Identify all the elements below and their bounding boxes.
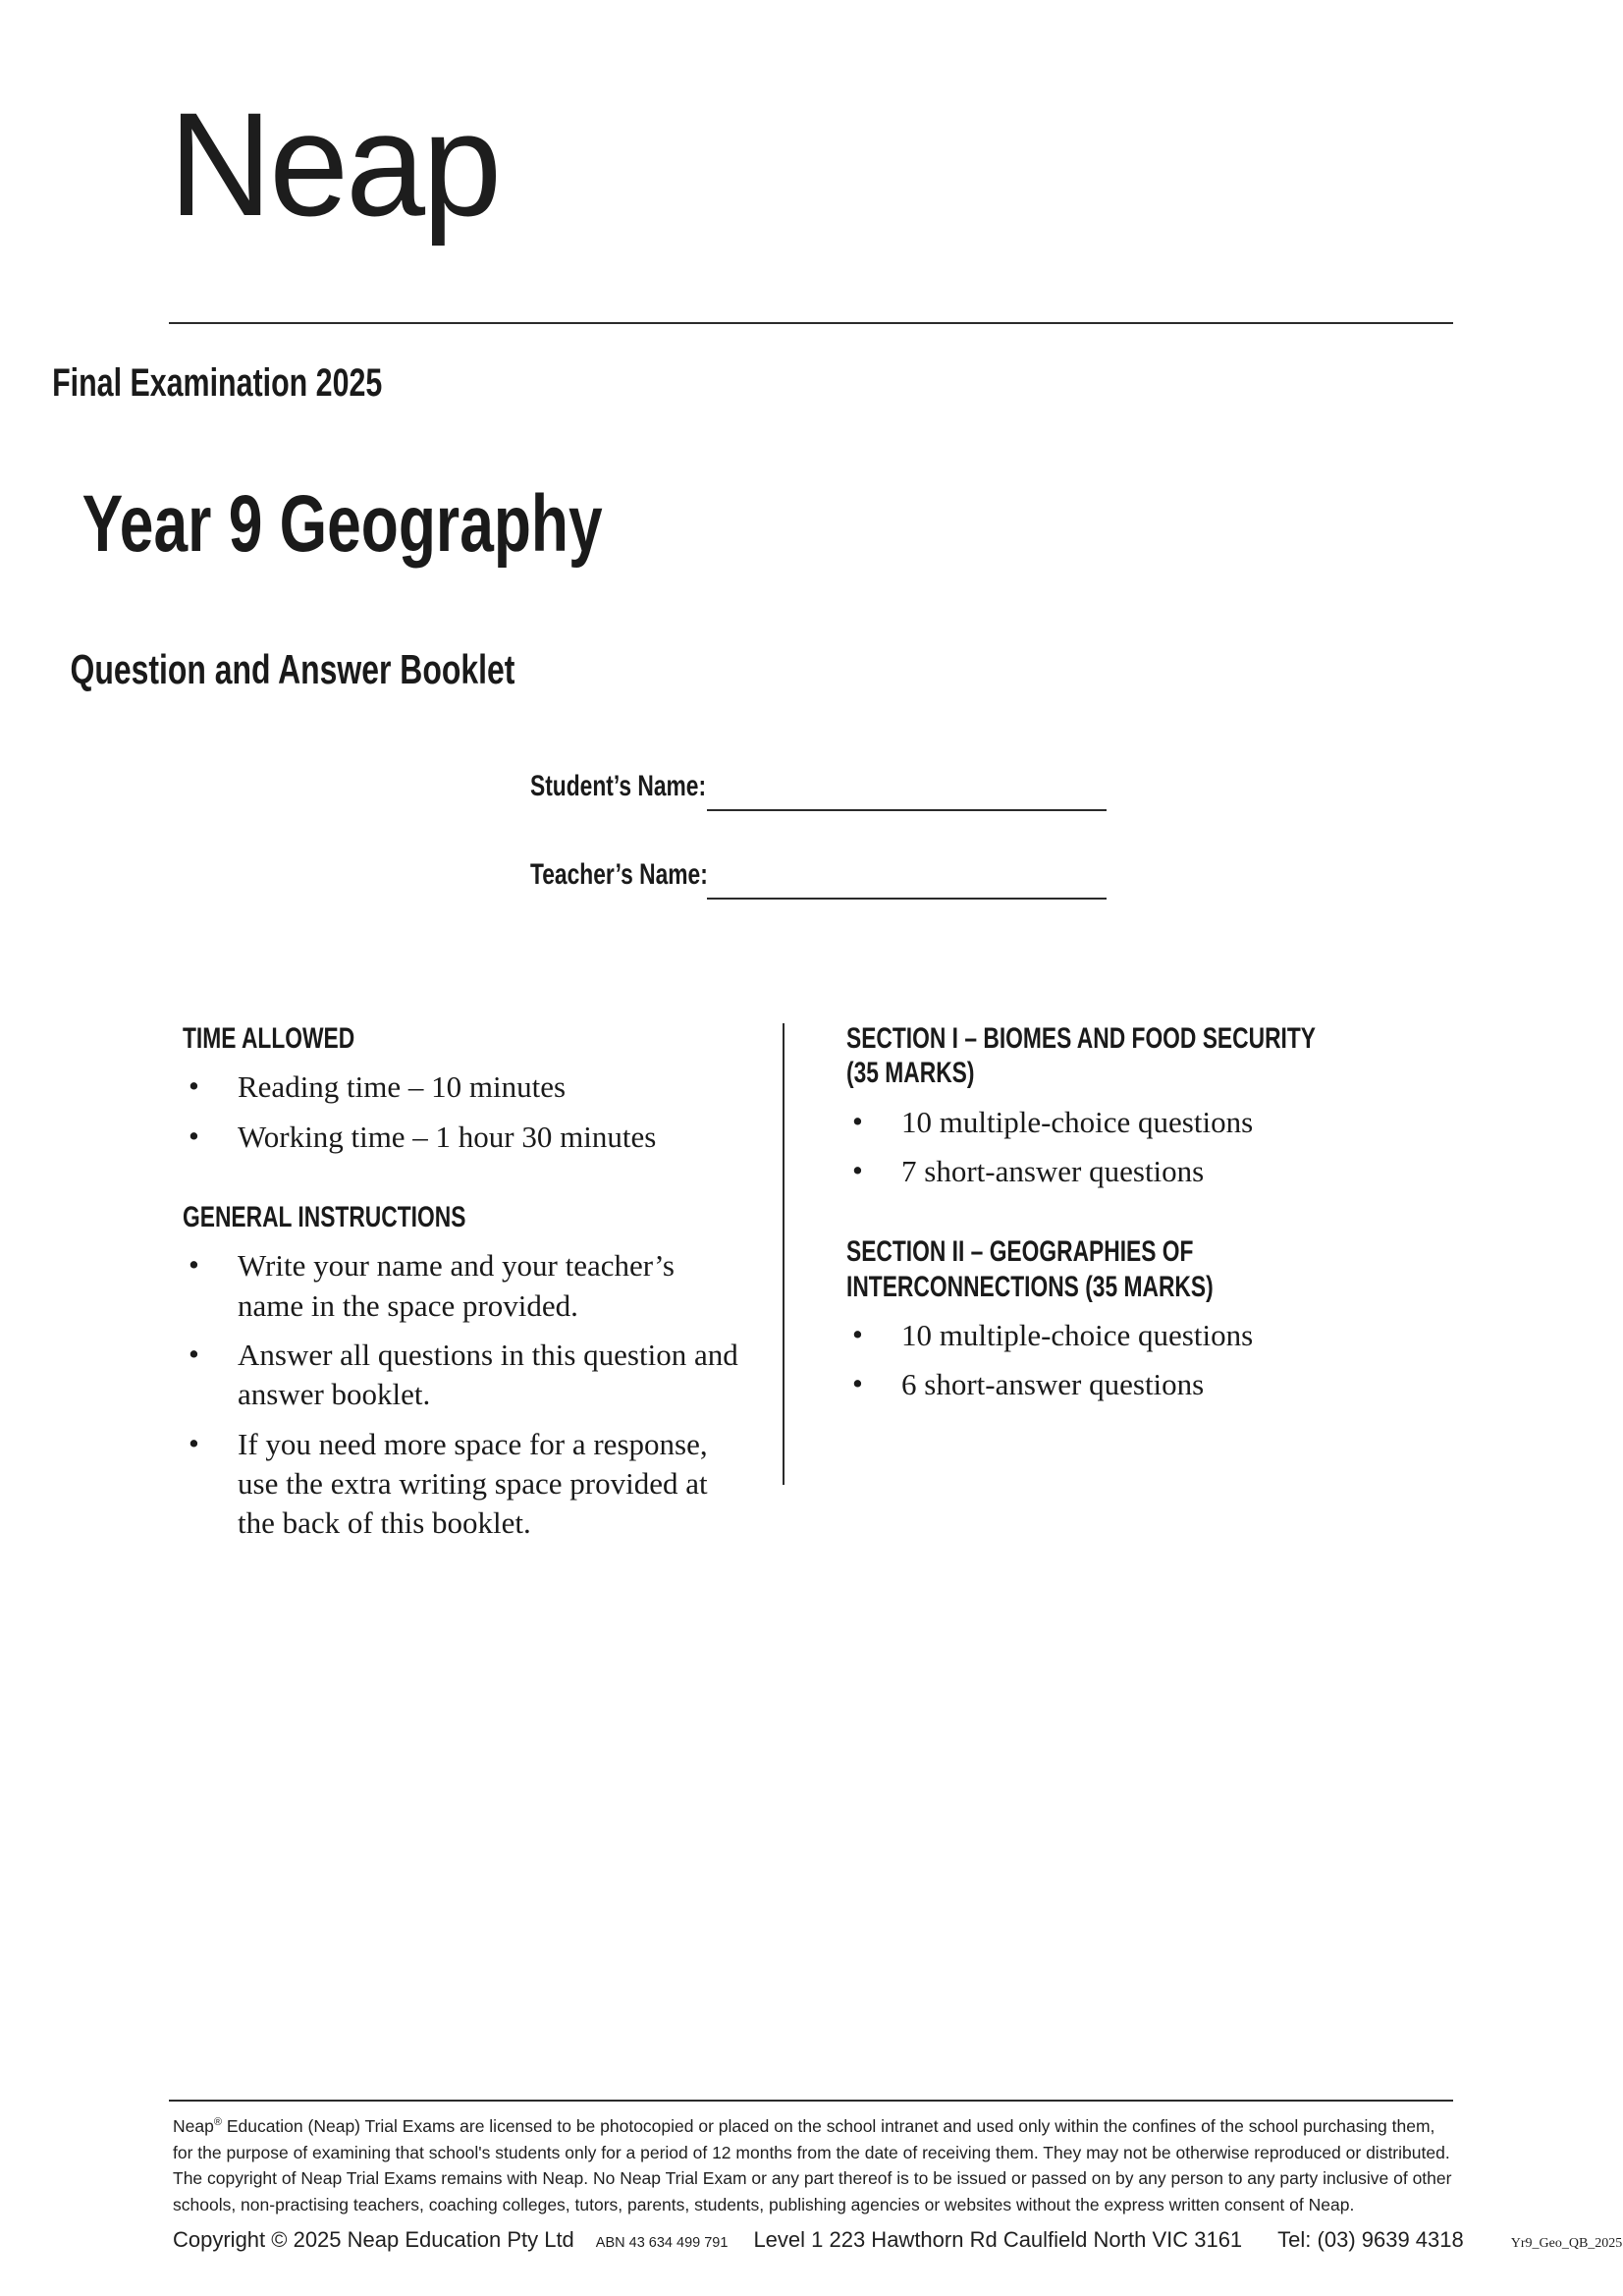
- exam-subtitle: [0, 646, 1623, 693]
- copyright-notice: [173, 2113, 1455, 2217]
- exam-label-text: Final Examination 2025: [52, 361, 383, 405]
- copyright-line: Copyright © 2025 Neap Education Pty Ltd: [173, 2227, 574, 2252]
- section-two-list: [846, 1316, 1406, 1405]
- column-divider: [783, 1023, 784, 1485]
- telephone-number: Tel: (03) 9639 4318: [1277, 2227, 1464, 2252]
- list-item: • 7 short-answer questions: [846, 1152, 1406, 1191]
- registered-trademark-icon: ®: [213, 2116, 222, 2129]
- instructions-column: [183, 1021, 742, 1553]
- list-item: • 6 short-answer questions: [846, 1365, 1406, 1404]
- sections-column: [846, 1021, 1406, 1415]
- general-instructions-list: [183, 1246, 742, 1543]
- teacher-name-label: Teacher’s Name:: [530, 858, 708, 891]
- general-instructions-heading: GENERAL INSTRUCTIONS: [183, 1200, 466, 1233]
- student-name-field[interactable]: [530, 770, 1139, 815]
- list-item: • Working time – 1 hour 30 minutes: [183, 1118, 742, 1157]
- abn-number: ABN 43 634 499 791: [595, 2235, 729, 2251]
- exam-subtitle-text: Question and Answer Booklet: [70, 646, 515, 692]
- page-title: [0, 478, 1623, 571]
- footer-imprint: [173, 2227, 1623, 2253]
- list-item: • Answer all questions in this question and answer booklet.: [183, 1336, 742, 1415]
- section-two-heading: SECTION II – GEOGRAPHIES OF INTERCONNECTIONS (35 MARKS): [846, 1235, 1214, 1303]
- teacher-name-writing-line[interactable]: [707, 898, 1107, 900]
- time-allowed-heading: TIME ALLOWED: [183, 1022, 355, 1055]
- footer-legal-body: Education (Neap) Trial Exams are licensed to be photocopied or placed on the school intranet and used only within the confines of the school purchasing them, for the purpose of examining that school's students only for a period of 12 months from the date of receiving them. They may not be otherwise reproduced or distributed. The copyright of Neap Trial Exams remains with Neap. No Neap Trial Exam or any part thereof is to be issued or passed on by any person to any party inclusive of other schools, non-practising teachers, coaching colleges, tutors, parents, students, publishing agencies or websites without the express written consent of Neap.: [173, 2116, 1452, 2214]
- teacher-name-field[interactable]: [530, 858, 1139, 903]
- company-address: Level 1 223 Hawthorn Rd Caulfield North VIC 3161: [753, 2227, 1243, 2252]
- exam-label: [0, 361, 1623, 406]
- document-code: Yr9_Geo_QB_2025: [1510, 2236, 1623, 2251]
- list-item: • Write your name and your teacher’s name in the space provided.: [183, 1246, 742, 1326]
- section-one-heading: SECTION I – BIOMES AND FOOD SECURITY (35 MARKS): [846, 1022, 1317, 1090]
- list-item: • Reading time – 10 minutes: [183, 1067, 742, 1107]
- list-item: • If you need more space for a response, use the extra writing space provided at the back of this booklet.: [183, 1425, 742, 1544]
- neap-logo: Neap: [169, 82, 500, 246]
- student-name-writing-line[interactable]: [707, 809, 1107, 811]
- section-one-list: [846, 1103, 1406, 1192]
- student-name-label: Student’s Name:: [530, 770, 707, 802]
- time-allowed-list: [183, 1067, 742, 1157]
- list-item: • 10 multiple-choice questions: [846, 1103, 1406, 1142]
- footer-divider: [169, 2100, 1453, 2102]
- page-title-text: Year 9 Geography: [81, 479, 603, 569]
- header-divider: [169, 322, 1453, 324]
- list-item: • 10 multiple-choice questions: [846, 1316, 1406, 1355]
- footer-brand-name: Neap: [173, 2116, 214, 2136]
